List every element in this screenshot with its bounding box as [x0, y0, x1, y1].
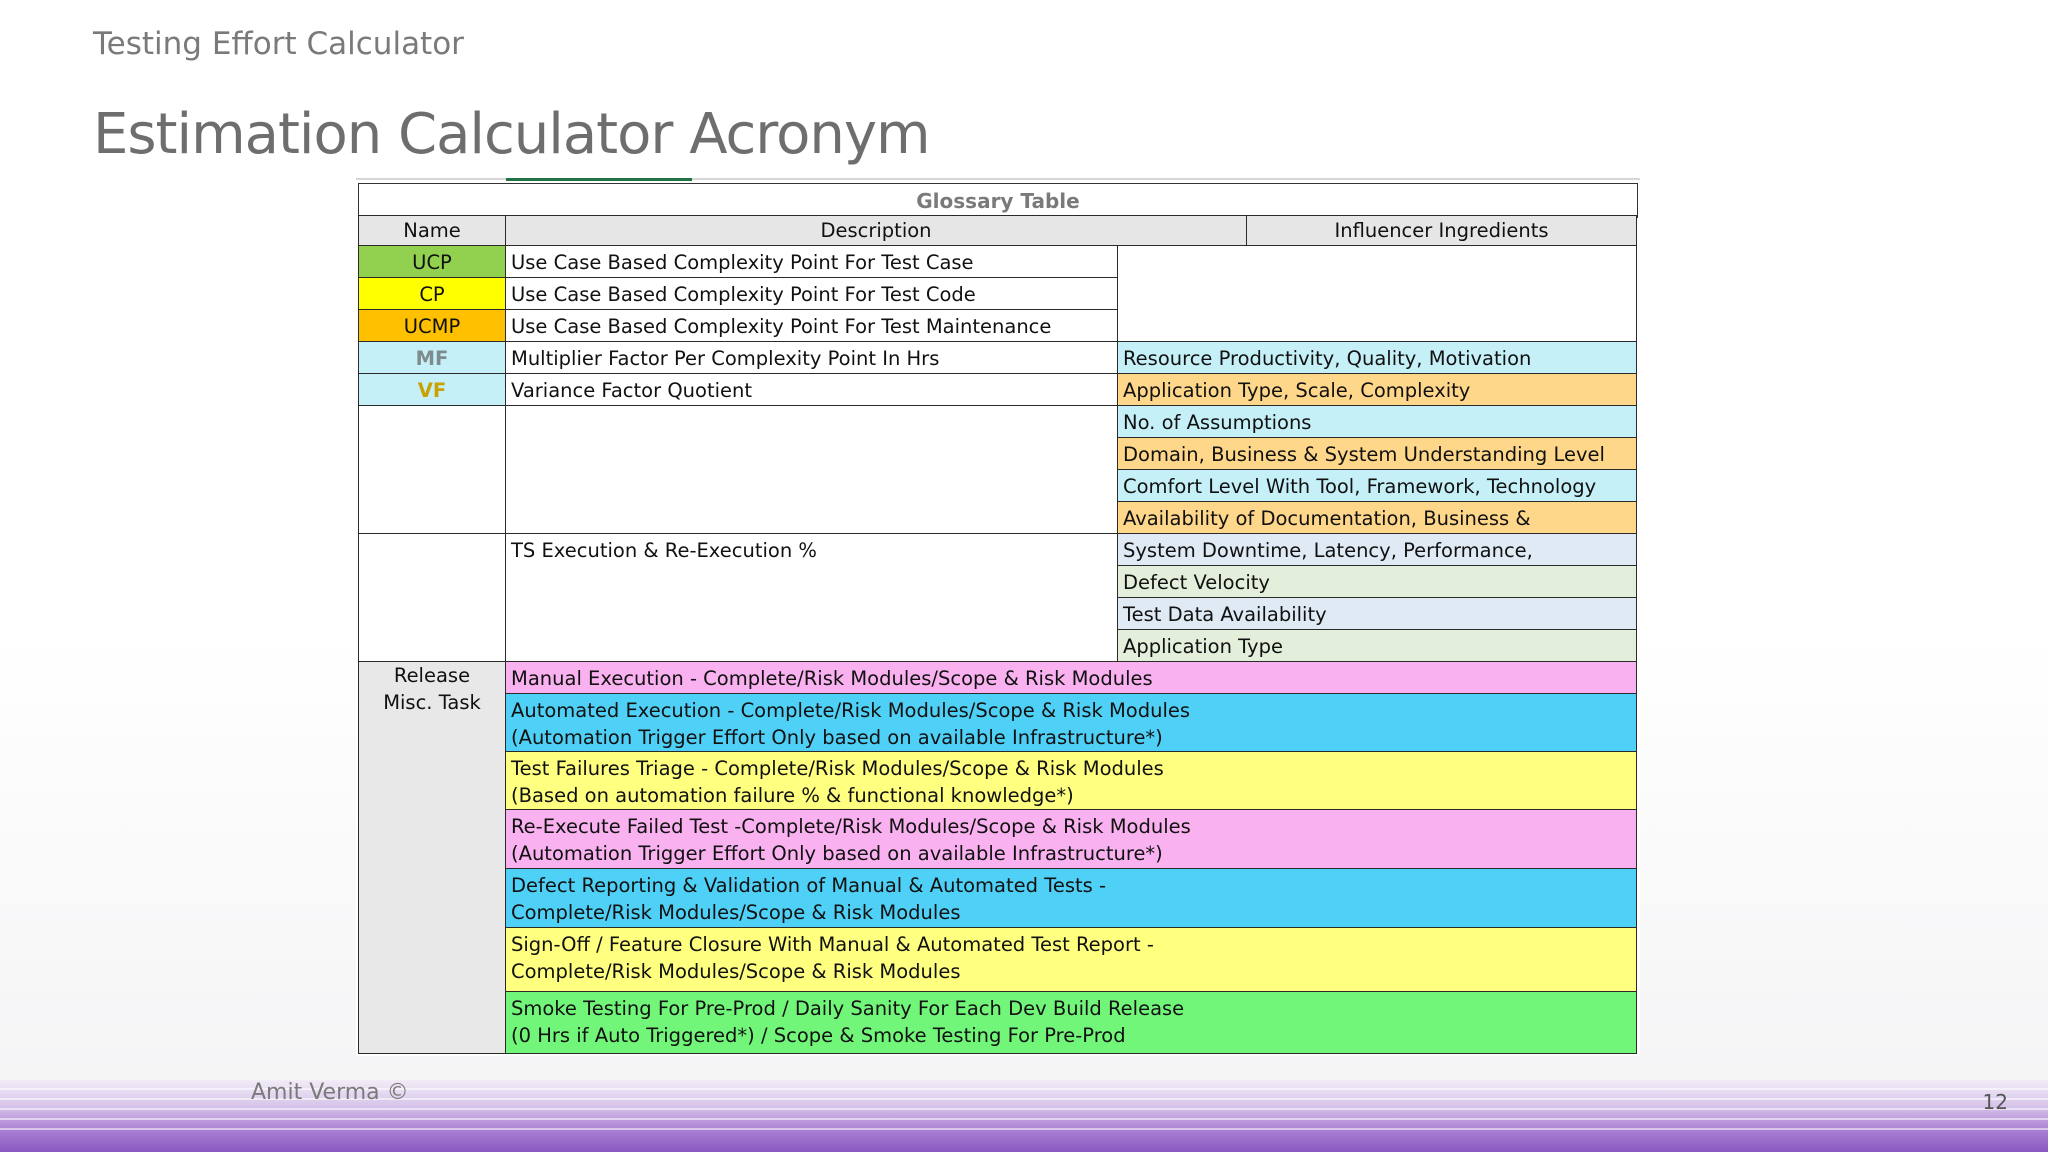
release-row-note: (0 Hrs if Auto Triggered*) / Scope & Smoke Testing For Pre-Prod — [511, 1024, 1126, 1047]
influencer-empty — [1117, 245, 1637, 342]
release-row-text: Manual Execution - Complete/Risk Modules/Scope & Risk Modules — [511, 667, 1153, 690]
footer-stripe — [0, 1108, 2048, 1110]
description-blank-1 — [505, 405, 1118, 534]
release-row-text: Re-Execute Failed Test -Complete/Risk Modules/Scope & Risk Modules — [511, 815, 1191, 838]
acronym-ucp: UCP — [358, 245, 506, 278]
release-label-line2: Misc. Task — [383, 691, 481, 714]
glossary-table-image — [356, 178, 1640, 1056]
spreadsheet-selection-mark — [506, 178, 692, 181]
name-blank-1 — [358, 405, 506, 534]
header-description: Description — [505, 215, 1247, 246]
acronym-cp: CP — [358, 277, 506, 310]
release-row-smoke-testing — [505, 991, 1637, 1054]
release-row-text: Smoke Testing For Pre-Prod / Daily Sanity For Each Dev Build Release — [511, 997, 1185, 1020]
release-row-note: (Based on automation failure % & functional knowledge*) — [511, 784, 1074, 807]
release-row-re-execute — [505, 809, 1637, 869]
description-vf: Variance Factor Quotient — [505, 373, 1118, 406]
influencer-domain: Domain, Business & System Understanding Level — [1117, 437, 1637, 470]
table-title: Glossary Table — [358, 183, 1638, 218]
description-ts-execution: TS Execution & Re-Execution % — [505, 533, 1118, 662]
release-row-note: (Automation Trigger Effort Only based on available Infrastructure*) — [511, 726, 1163, 749]
release-row-manual-execution — [505, 661, 1637, 694]
influencer-comfort: Comfort Level With Tool, Framework, Technology — [1117, 469, 1637, 502]
release-row-text: Sign-Off / Feature Closure With Manual & Automated Test Report - — [511, 933, 1154, 956]
release-row-test-failures-triage — [505, 751, 1637, 810]
release-row-note: (Automation Trigger Effort Only based on available Infrastructure*) — [511, 842, 1163, 865]
influencer-defect-velocity: Defect Velocity — [1117, 565, 1637, 598]
influencer-documentation: Availability of Documentation, Business & — [1117, 501, 1637, 534]
acronym-mf: MF — [358, 341, 506, 374]
acronym-ucmp: UCMP — [358, 309, 506, 342]
name-blank-2 — [358, 533, 506, 662]
slide-title: Estimation Calculator Acronym — [93, 102, 930, 167]
release-row-sign-off — [505, 927, 1637, 992]
influencer-application-type: Application Type — [1117, 629, 1637, 662]
footer-author: Amit Verma © — [251, 1080, 409, 1105]
release-misc-task-label — [358, 661, 506, 1054]
description-mf: Multiplier Factor Per Complexity Point In Hrs — [505, 341, 1118, 374]
header-name: Name — [358, 215, 506, 246]
acronym-vf: VF — [358, 373, 506, 406]
release-label-line1: Release — [393, 664, 471, 687]
release-row-note: Complete/Risk Modules/Scope & Risk Modules — [511, 901, 961, 924]
release-row-text: Defect Reporting & Validation of Manual & Automated Tests - — [511, 874, 1107, 897]
influencer-downtime: System Downtime, Latency, Performance, — [1117, 533, 1637, 566]
description-cp: Use Case Based Complexity Point For Test Code — [505, 277, 1118, 310]
release-row-text: Test Failures Triage - Complete/Risk Modules/Scope & Risk Modules — [511, 757, 1164, 780]
influencer-vf: Application Type, Scale, Complexity — [1117, 373, 1637, 406]
influencer-mf: Resource Productivity, Quality, Motivation — [1117, 341, 1637, 374]
slide-subtitle: Testing Effort Calculator — [93, 26, 464, 62]
description-ucp: Use Case Based Complexity Point For Test Case — [505, 245, 1118, 278]
influencer-test-data: Test Data Availability — [1117, 597, 1637, 630]
release-row-note: Complete/Risk Modules/Scope & Risk Modules — [511, 960, 961, 983]
release-row-defect-reporting — [505, 868, 1637, 928]
page-number: 12 — [1982, 1090, 2008, 1114]
footer-stripe — [0, 1128, 2048, 1130]
description-ucmp: Use Case Based Complexity Point For Test Maintenance — [505, 309, 1118, 342]
release-row-text: Automated Execution - Complete/Risk Modules/Scope & Risk Modules — [511, 699, 1191, 722]
footer-stripe — [0, 1118, 2048, 1120]
influencer-assumptions: No. of Assumptions — [1117, 405, 1637, 438]
header-influencer: Influencer Ingredients — [1246, 215, 1637, 246]
release-row-automated-execution — [505, 693, 1637, 752]
